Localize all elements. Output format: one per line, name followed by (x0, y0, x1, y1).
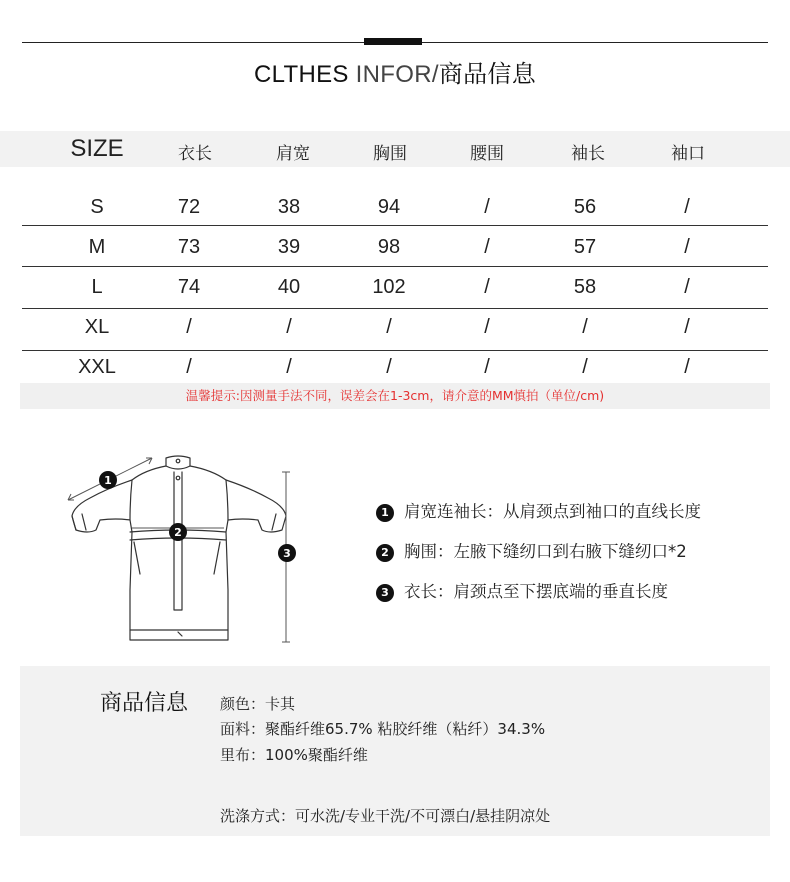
marker-2: 2 (174, 526, 182, 539)
product-info-title: 商品信息 (100, 691, 189, 716)
value-cell: / (684, 196, 690, 218)
value-cell: / (484, 276, 490, 298)
value-cell: 102 (372, 276, 406, 298)
value-cell: / (286, 356, 292, 378)
value-cell: 94 (377, 196, 401, 218)
size-cell: XXL (78, 356, 116, 378)
value-cell: 98 (377, 236, 401, 258)
page-title (0, 54, 790, 89)
value-cell: / (386, 356, 392, 378)
value-cell: / (582, 356, 588, 378)
column-header-waist: 腰围 (470, 144, 504, 164)
size-cell: S (90, 196, 104, 218)
value-cell: / (684, 316, 690, 338)
measurement-note: 温馨提示:因测量手法不同，误差会在1-3cm，请介意的MM慎拍（单位/cm) (20, 383, 770, 409)
product-washing: 洗涤方式：可水洗/专业干洗/不可漂白/悬挂阴凉处 (220, 807, 551, 825)
table-row (22, 268, 768, 308)
column-header-shoulder: 肩宽 (276, 144, 310, 164)
legend-number: 2 (376, 544, 394, 562)
legend-text: 肩宽连袖长：从肩颈点到袖口的直线长度 (404, 502, 701, 521)
value-cell: / (286, 316, 292, 338)
coat-diagram (60, 450, 310, 650)
value-cell: / (684, 356, 690, 378)
table-row (22, 188, 768, 228)
header-accent-bar (364, 38, 422, 45)
value-cell: 73 (177, 236, 201, 258)
value-cell: / (684, 236, 690, 258)
marker-3: 3 (283, 547, 291, 560)
value-cell: / (484, 316, 490, 338)
value-cell: / (484, 356, 490, 378)
size-table-header (0, 131, 790, 167)
value-cell: 74 (177, 276, 201, 298)
title-part3: 商品信息 (438, 60, 537, 88)
product-lining: 里布：100%聚酯纤维 (220, 746, 368, 764)
marker-1: 1 (104, 474, 112, 487)
row-divider (22, 225, 768, 226)
value-cell: / (484, 236, 490, 258)
size-column-header: SIZE (70, 135, 124, 162)
value-cell: 57 (573, 236, 597, 258)
value-cell: 72 (177, 196, 201, 218)
value-cell: 56 (573, 196, 597, 218)
column-header-cuff: 袖口 (671, 144, 705, 164)
column-header-chest: 胸围 (373, 144, 407, 164)
value-cell: / (386, 316, 392, 338)
legend-item (376, 578, 668, 602)
product-color: 颜色：卡其 (220, 695, 296, 713)
value-cell: 39 (277, 236, 301, 258)
value-cell: 38 (277, 196, 301, 218)
column-header-sleeve: 袖长 (571, 144, 605, 164)
size-cell: XL (84, 316, 110, 338)
value-cell: / (684, 276, 690, 298)
legend-text: 胸围：左腋下缝纫口到右腋下缝纫口*2 (404, 542, 687, 561)
value-cell: / (582, 316, 588, 338)
value-cell: / (484, 196, 490, 218)
column-header-length: 衣长 (178, 144, 212, 164)
legend-item (376, 538, 687, 562)
table-row (22, 348, 768, 388)
value-cell: 40 (277, 276, 301, 298)
legend-item (376, 498, 701, 522)
legend-number: 3 (376, 584, 394, 602)
row-divider (22, 266, 768, 267)
size-cell: L (91, 276, 103, 298)
legend-text: 衣长：肩颈点至下摆底端的垂直长度 (404, 582, 668, 601)
title-part2: INFOR/ (348, 61, 439, 88)
legend-number: 1 (376, 504, 394, 522)
value-cell: / (186, 356, 192, 378)
title-part1: CLTHES (253, 61, 349, 88)
product-fabric: 面料：聚酯纤维65.7% 粘胶纤维（粘纤）34.3% (220, 720, 546, 738)
size-cell: M (88, 236, 106, 258)
table-row (22, 308, 768, 348)
table-row (22, 228, 768, 268)
value-cell: 58 (573, 276, 597, 298)
value-cell: / (186, 316, 192, 338)
